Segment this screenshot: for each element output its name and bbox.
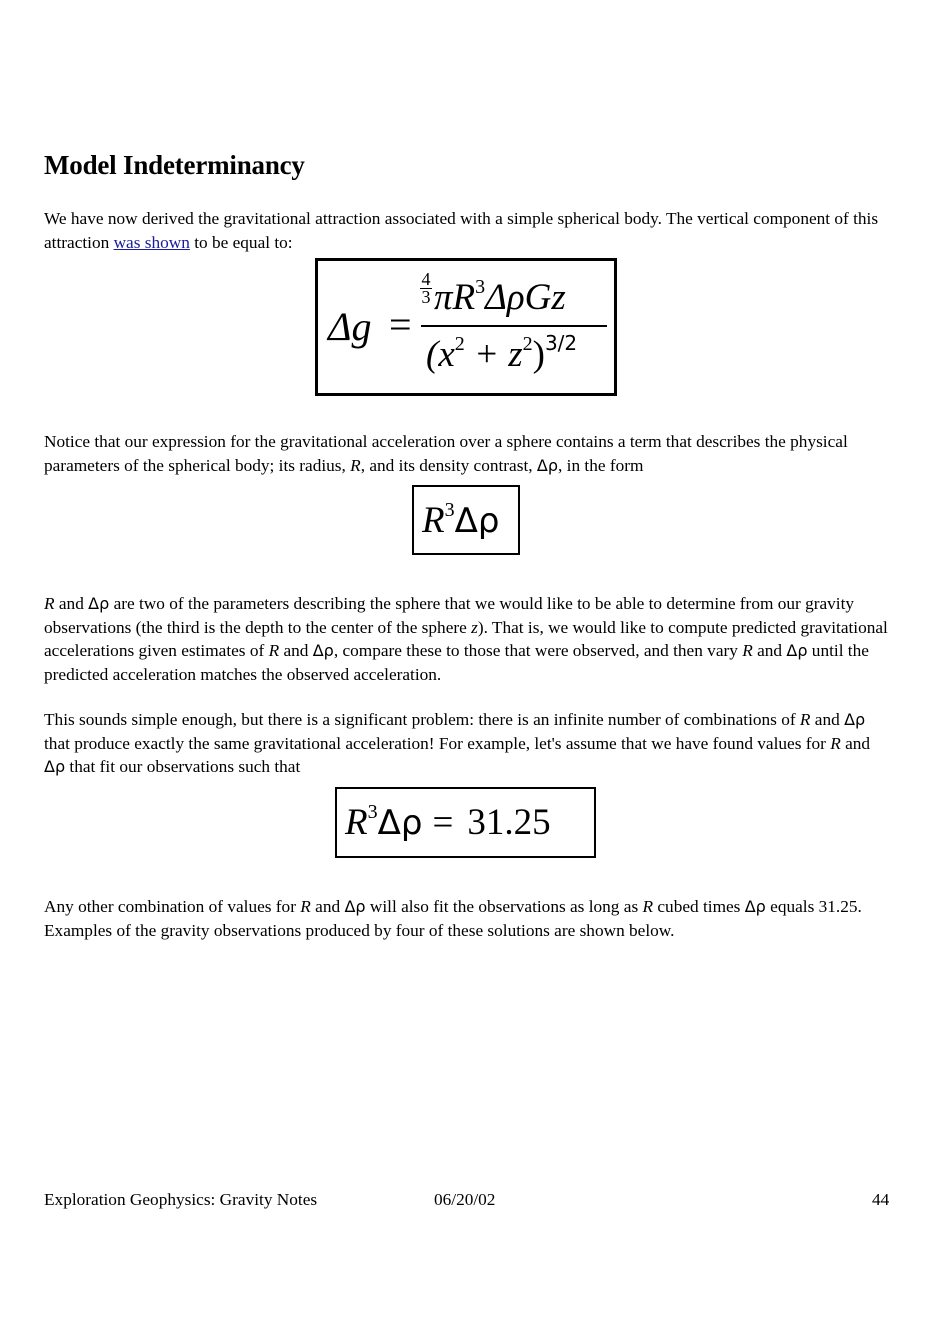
footer-title: Exploration Geophysics: Gravity Notes xyxy=(44,1190,318,1209)
intro-text: We have now derived the gravitational attraction associated with a simple spherical body. The vertical component of this attraction xyxy=(44,209,879,252)
equation-equals: = xyxy=(389,302,412,347)
symbol-r: R xyxy=(350,455,361,475)
unknowns-paragraph: R and Δρ are two of the parameters describing the sphere that we would like to be able to determine from our gravity observations (the third is the depth to the center of the sphere z). That is, we would like to compute predicted gravitational accelerations given estimates of R and Δρ, compare these to those that were observed, and then vary R and Δρ until the predicted acceleration matches the observed acceleration. xyxy=(44,594,888,684)
r3-drho-box xyxy=(412,485,520,555)
delta-rho-g-z: ΔρGz xyxy=(485,277,566,318)
was-shown-link[interactable]: was shown xyxy=(113,232,190,252)
delta-g: Δg xyxy=(328,304,372,349)
value-31-25: 31.25 xyxy=(467,802,551,843)
den-plus-z: + z xyxy=(464,334,523,375)
four: 4 xyxy=(421,269,431,289)
equation-lhs xyxy=(328,303,371,350)
cube-exponent: 3 xyxy=(475,276,486,298)
symbol-delta-rho: Δρ xyxy=(536,455,558,475)
footer-page-number: 44 xyxy=(872,1190,890,1209)
problem-paragraph: This sounds simple enough, but there is a significant problem: there is an infinite number of combinations of R and Δρ that produce exactly the same gravitational acceleration! For example, let's assume that we have found values for R and Δρ that fit our observations such that xyxy=(44,710,871,776)
r3-drho-value-expression: $R^3\Delta\rho = 31.25$ xyxy=(345,801,551,843)
den-x: (x xyxy=(426,334,455,375)
intro-paragraph xyxy=(44,207,889,254)
pi-r: πR xyxy=(434,277,476,318)
r3-drho-value-box xyxy=(335,787,596,858)
three-halves-exponent: 3/2 xyxy=(544,331,578,355)
conclusion-paragraph: Any other combination of values for R and Δρ will also fit the observations as long as R cubed times Δρ equals 31.25. Examples of the gravity observations produced by four of these solutions are shown below. xyxy=(44,897,862,940)
four-thirds xyxy=(420,271,432,306)
r3-drho-expression: $R^3\Delta\rho$ xyxy=(422,499,500,541)
equation-numerator xyxy=(420,271,566,319)
parameters-paragraph: Notice that our expression for the gravitational acceleration over a sphere contains a term that describes the physical parameters of the spherical body; its radius, R, and its density contrast, Δρ, in the form xyxy=(44,432,848,475)
three: 3 xyxy=(421,287,431,307)
footer-date: 06/20/02 xyxy=(434,1190,496,1209)
x-squared-exponent: 2 xyxy=(454,333,465,355)
gravity-equation-box xyxy=(315,258,617,396)
den-close: ) xyxy=(532,334,545,375)
page-title: Model Indeterminancy xyxy=(44,150,305,180)
equation-denominator xyxy=(426,333,577,376)
fraction-bar xyxy=(421,325,607,327)
intro-text-end: to be equal to: xyxy=(189,232,293,252)
z-squared-exponent: 2 xyxy=(522,333,533,355)
